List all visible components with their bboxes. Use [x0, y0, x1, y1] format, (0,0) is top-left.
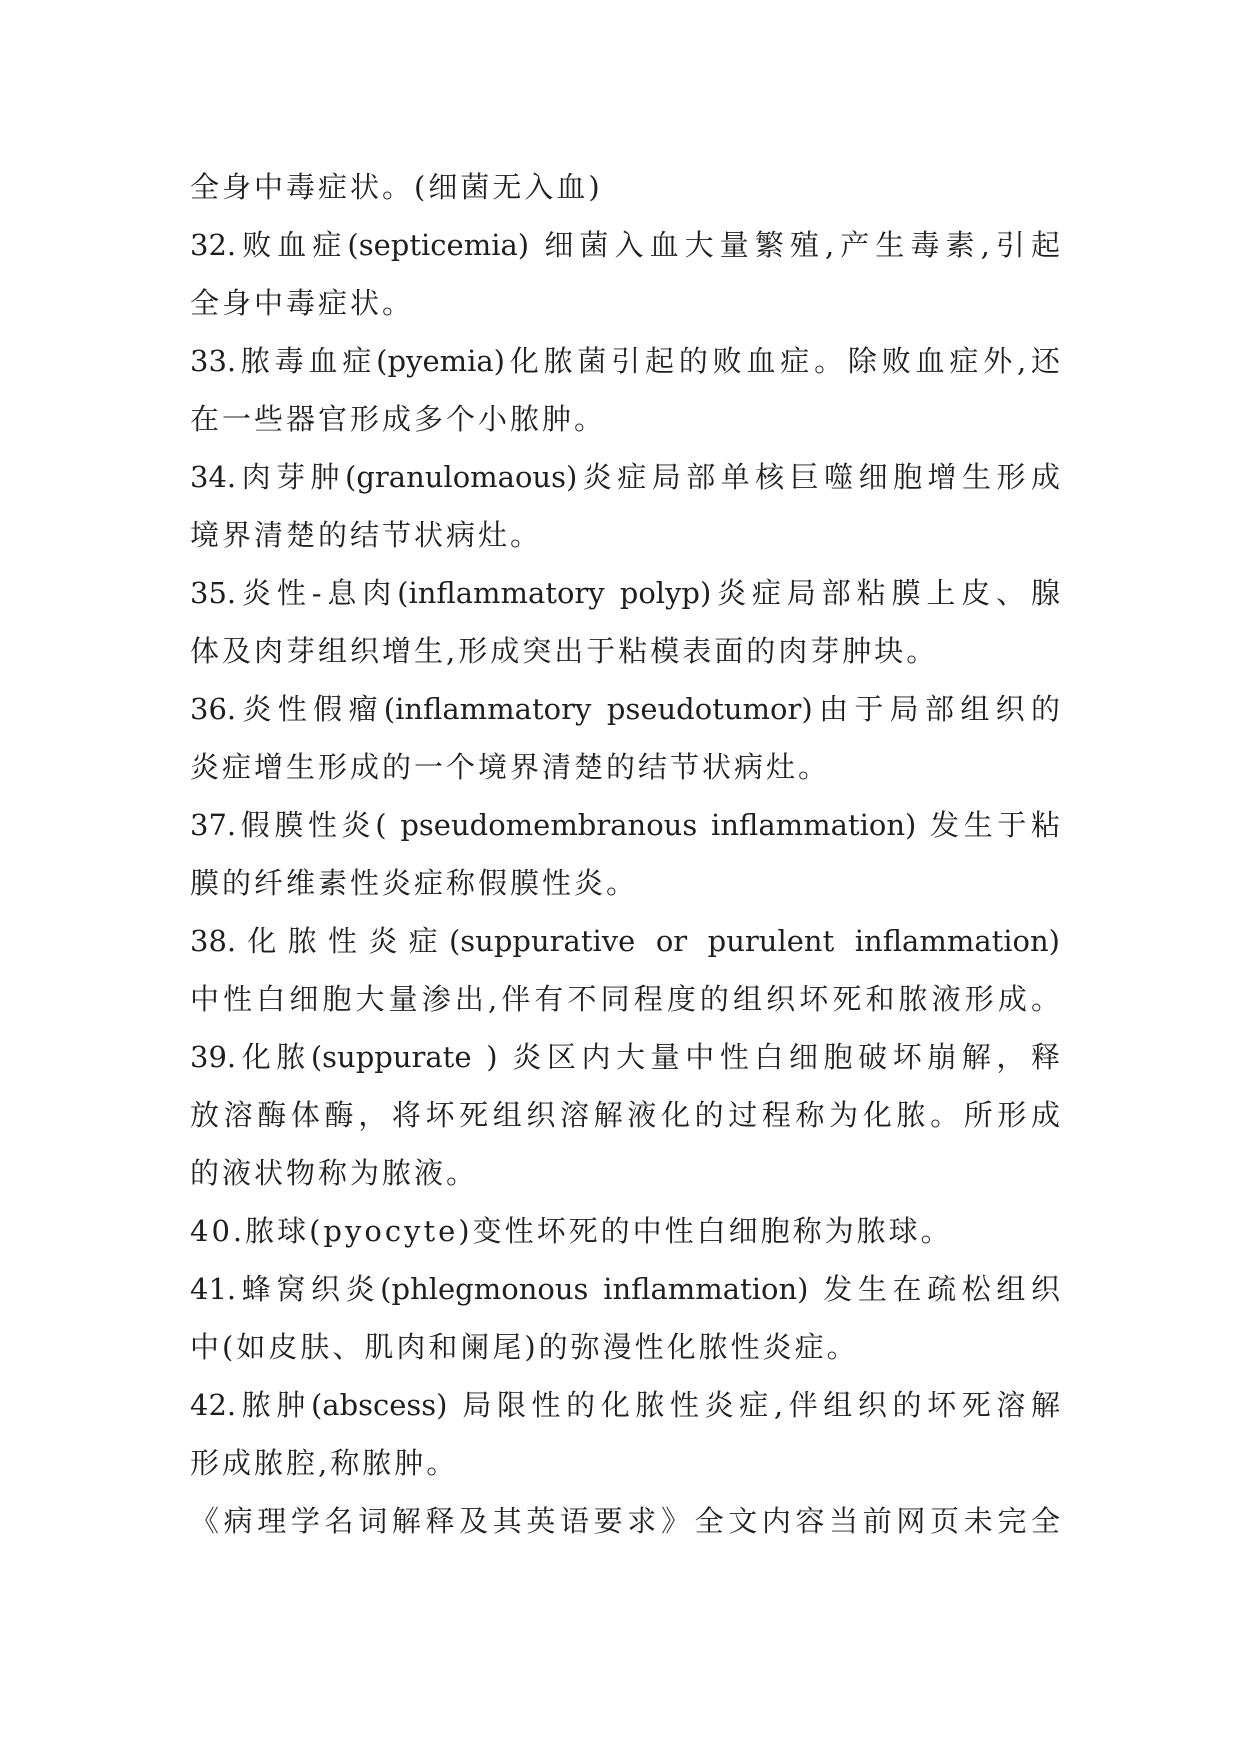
text-line: 40.脓球(pyocyte)变性坏死的中性白细胞称为脓球。	[190, 1214, 953, 1248]
text-line: 37.假膜性炎( pseudomembranous inflammation) 发生于粘	[190, 808, 1060, 842]
text-line: 36.炎性假瘤(inflammatory pseudotumor)由于局部组织的	[190, 692, 1060, 726]
document-body	[190, 158, 1060, 1550]
text-line: 33.脓毒血症(pyemia)化脓菌引起的败血症。除败血症外,还	[190, 344, 1060, 378]
text-line: 的液状物称为脓液。	[190, 1156, 479, 1190]
text-line: 中性白细胞大量渗出,伴有不同程度的组织坏死和脓液形成。	[190, 982, 1060, 1016]
text-line: 35.炎性-息肉(inflammatory polyp)炎症局部粘膜上皮、腺	[190, 576, 1060, 610]
truncation-notice: 《病理学名词解释及其英语要求》全文内容当前网页未完全	[190, 1504, 1060, 1538]
text-line: 32.败血症(septicemia) 细菌入血大量繁殖,产生毒素,引起	[190, 228, 1060, 262]
text-line: 全身中毒症状。(细菌无入血)	[190, 170, 603, 204]
text-line: 炎症增生形成的一个境界清楚的结节状病灶。	[190, 750, 831, 784]
text-line: 中(如皮肤、肌肉和阑尾)的弥漫性化脓性炎症。	[190, 1330, 859, 1364]
text-line: 34.肉芽肿(granulomaous)炎症局部单核巨噬细胞增生形成	[190, 460, 1060, 494]
text-line: 膜的纤维素性炎症称假膜性炎。	[190, 866, 639, 900]
text-line: 形成脓腔,称脓肿。	[190, 1446, 459, 1480]
text-line: 39.化脓(suppurate ) 炎区内大量中性白细胞破坏崩解，释	[190, 1040, 1060, 1074]
text-line: 体及肉芽组织增生,形成突出于粘模表面的肉芽肿块。	[190, 634, 939, 668]
text-line: 38.化脓性炎症(suppurative or purulent inflammation)	[190, 924, 1060, 958]
text-line: 全身中毒症状。	[190, 286, 415, 320]
text-line: 放溶酶体酶，将坏死组织溶解液化的过程称为化脓。所形成	[190, 1098, 1060, 1132]
text-line: 41.蜂窝织炎(phlegmonous inflammation) 发生在疏松组织	[190, 1272, 1060, 1306]
text-line: 42.脓肿(abscess) 局限性的化脓性炎症,伴组织的坏死溶解	[190, 1388, 1060, 1422]
text-line: 在一些器官形成多个小脓肿。	[190, 402, 607, 436]
text-line: 境界清楚的结节状病灶。	[190, 518, 543, 552]
